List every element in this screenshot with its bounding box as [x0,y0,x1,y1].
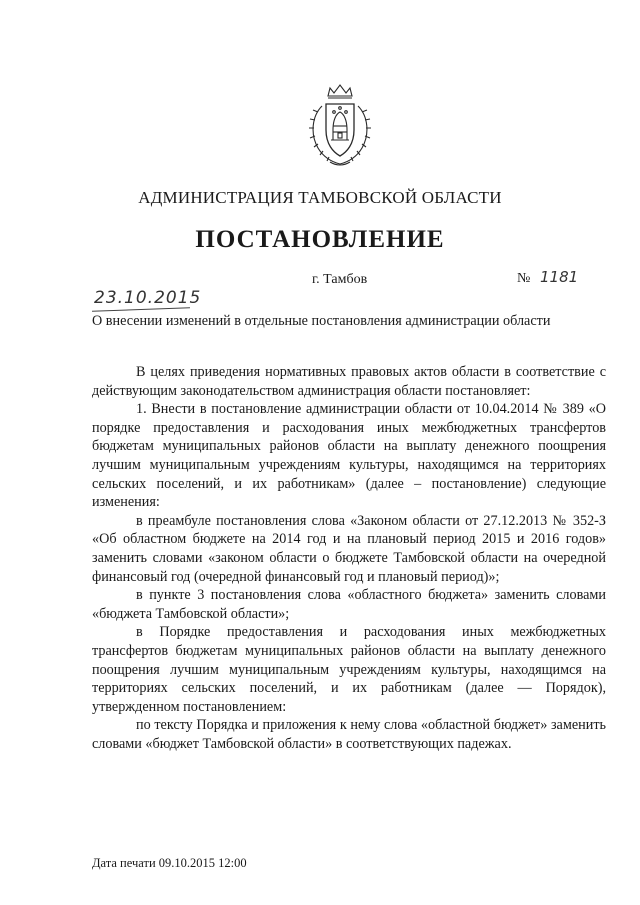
print-date: Дата печати 09.10.2015 12:00 [92,856,247,870]
body-paragraph-item-1: 1. Внести в постановление администрации области от 10.04.2014 № 389 «О порядке предоставления и расходования иных межбюджетных трансфертов бюджетам муниципальных районов области на выплату денежного поощрения лучшим муниципальным учреждениям культуры, находящимся на территориях сельских поселений, и их работникам» (далее – постановление) следующие изменения: [92,401,606,511]
body-paragraph-order-change: в Порядке предоставления и расходования иных межбюджетных трансфертов бюджетам муниципальных районов области на выплату денежного поощрения лучшим муниципальным учреждениям культуры, находящимся на территориях сельских поселений, и их работникам (далее — Порядок), утвержденном постановлением: [92,624,606,715]
organization-name: АДМИНИСТРАЦИЯ ТАМБОВСКОЙ ОБЛАСТИ [138,188,502,207]
document-subject: О внесении изменений в отдельные постановления администрации области [92,313,551,329]
coat-of-arms-icon [300,82,380,172]
document-type-title: ПОСТАНОВЛЕНИЕ [195,226,445,253]
document-number-label: № [517,271,531,286]
body-paragraph-text-change: по тексту Порядка и приложения к нему слова «областной бюджет» заменить словами «бюджет Тамбовской области» в соответствующих падежах. [92,717,606,752]
body-paragraph-preamble-change: в преамбуле постановления слова «Законом области от 27.12.2013 № 352-З «Об областном бюджете на 2014 год и на плановый период 2015 и 2016 годов» заменить словами «законом области о бюджете Тамбовской области на очередной финансовый год (очередной финансовый год и плановый период)»; [92,512,606,585]
body-paragraph-preamble: В целях приведения нормативных правовых актов области в соответствие с действующим законодательством администрация области постановляет: [92,364,606,399]
city-name: г. Тамбов [312,272,368,287]
body-paragraph-point-3-change: в пункте 3 постановления слова «областного бюджета» заменить словами «бюджета Тамбовской области»; [92,587,606,622]
document-body [92,363,606,753]
document-number-handwritten: 1181 [540,268,579,286]
document-date-handwritten: 23.10.2015 [94,288,202,308]
